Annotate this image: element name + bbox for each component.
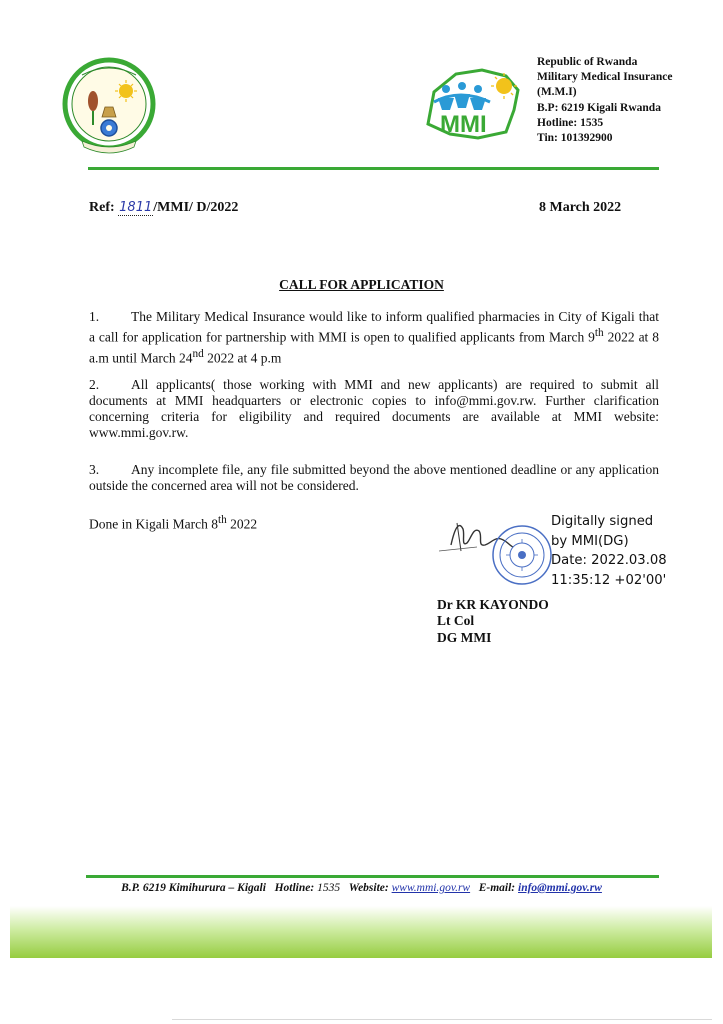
superscript: th [217,514,227,526]
paragraph-number: 2. [89,377,100,392]
signer-rank: Lt Col [437,613,475,629]
footer-divider [86,875,659,878]
paragraph-2 [89,377,659,441]
paragraph-3 [89,462,659,494]
footer-email-label: E-mail: [478,882,516,894]
reference-number [89,200,238,216]
document-title: CALL FOR APPLICATION [279,277,444,292]
digital-signature-line: 11:35:12 +02'00' [551,572,667,588]
paragraph-1 [89,309,659,366]
header-line: Tin: 101392900 [537,132,613,145]
header-line: Military Medical Insurance [537,71,673,84]
footer-hotline-value: 1535 [314,882,341,894]
paragraph-text: All applicants( those working with MMI and new applicants) are required to submit all documents at MMI headquarters or electronic copies to info@mmi.gov.rw. Further clarification concerning criteria for eligibility and required documents are available at MMI website: www.mmi.gov.rw. [89,377,659,440]
superscript: nd [192,347,204,360]
letter-date: 8 March 2022 [539,200,622,215]
paragraph-text: The Military Medical Insurance would like to inform qualified pharmacies in City of Kigali that a call for application for partnership with MMI is open to qualified applicants from March 9 [89,309,659,345]
paragraph-text: Any incomplete file, any file submitted beyond the above mentioned deadline or any application outside the concerned area will not be considered. [89,462,659,493]
paragraph-number: 1. [89,309,100,324]
paragraph-text: 2022 at 8 a.m until March 24 [89,329,659,365]
ref-suffix: /MMI/ D/2022 [153,200,239,215]
signer-name: Dr KR KAYONDO [437,597,549,612]
bottom-divider [172,1019,712,1020]
footer-green-band [10,906,712,958]
done-year: 2022 [226,516,258,532]
done-text: Done in Kigali March 8 [89,516,218,532]
paragraph-text: 2022 at 4 p.m [203,350,282,365]
handwritten-ref-number: 1811 [119,200,153,215]
paragraph-number: 3. [89,462,100,477]
footer-hotline-label: Hotline: [274,882,315,894]
header-line: Hotline: 1535 [537,116,604,129]
footer-address: B.P. 6219 Kimihurura – Kigali [121,882,266,894]
done-in-kigali [89,514,257,533]
digital-signature-line: Date: 2022.03.08 [551,553,667,568]
svg-text:MMI: MMI [440,111,487,138]
header-divider [88,167,659,170]
superscript: th [594,327,604,339]
official-stamp [491,524,553,586]
ref-prefix: Ref: [89,200,119,215]
digital-signature-line: by MMI(DG) [551,533,629,549]
coat-of-arms-emblem [62,57,156,161]
signer-title: DG MMI [437,629,492,645]
footer-email-link[interactable]: info@mmi.gov.rw [518,882,602,894]
organization-header-info [537,55,672,146]
footer-website-label: Website: [348,882,389,894]
digital-signature-block [551,512,667,590]
signer-block [437,597,549,646]
digital-signature-line: Digitally signed [551,514,654,529]
header-line: (M.M.I) [537,86,577,99]
header-line: B.P: 6219 Kigali Rwanda [537,101,661,114]
mmi-logo [420,62,532,142]
header-line: Republic of Rwanda [537,56,638,68]
footer-contact [0,882,723,894]
footer-website-link[interactable]: www.mmi.gov.rw [391,882,471,894]
